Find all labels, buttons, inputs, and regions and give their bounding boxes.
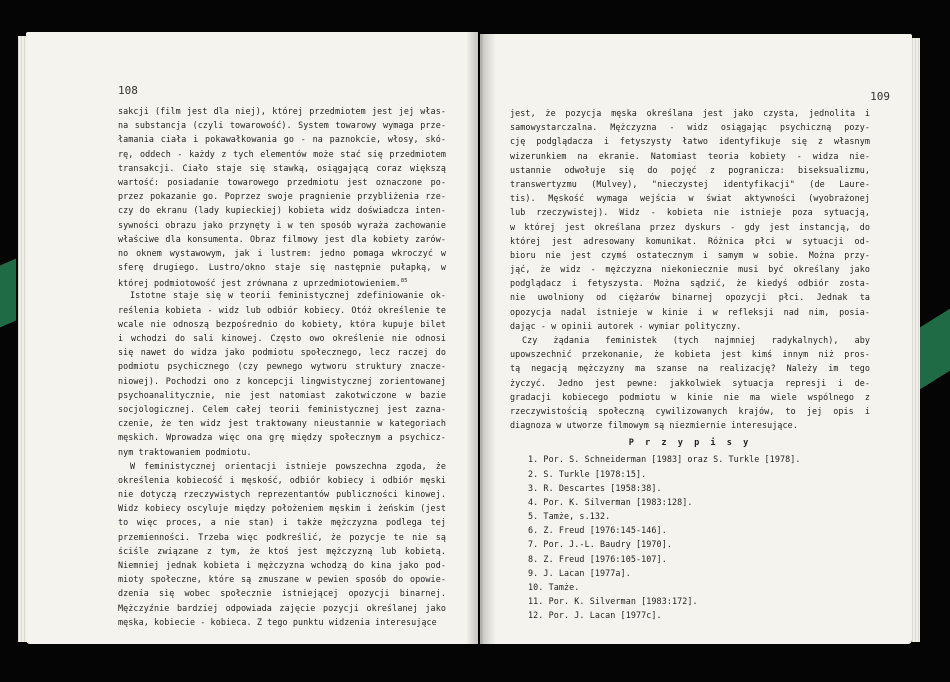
text-line-content: wartość: posiadanie towarowego przedmiotu jest oznaczone po-	[118, 176, 446, 187]
text-line	[118, 288, 446, 302]
footnote-item: 10. Tamże.	[528, 582, 580, 592]
text-line-content: Widz kobiecy oscyluje między położeniem męskim i żeńskim (jest	[118, 503, 446, 514]
text-line-content: tis). Męskość wymaga wejścia w świat aktywności (wyobrażonej	[510, 193, 870, 204]
right-page-body	[510, 106, 870, 623]
text-line-content: przemienności. Trzeba więc podkreślić, że pozycje te nie są	[118, 531, 446, 542]
text-line-content: Istotne staje się w teorii feministycznej zdefiniowanie ok-	[130, 290, 446, 301]
open-book	[26, 22, 920, 662]
text-line-content: w której jest określana przez dyskurs - gdy jest instancją, do	[510, 221, 870, 232]
right-page-paragraphs	[510, 106, 870, 432]
text-line	[118, 274, 446, 288]
text-line	[510, 347, 870, 361]
text-line-content: Niemniej jednak kobieta i mężczyzna wchodzą do kina jako pod-	[118, 560, 446, 570]
text-line-content: cję podglądacza i fetyszysty łatwo identyfikuje się z własnym	[510, 136, 870, 147]
text-line	[118, 203, 446, 217]
text-line-content: lub rzeczywistej). Widz - kobieta nie istnieje poza sytuacją,	[510, 207, 870, 218]
text-line	[510, 234, 870, 248]
text-line-content: sywności obrazu jako przynęty i w ten sposób wyraża zachowanie	[118, 219, 446, 230]
text-line-content: właściwe dla konsumenta. Obraz filmowy jest dla kobiety zarów-	[118, 233, 446, 244]
text-line	[118, 544, 446, 558]
text-line-content: podmiotu psychicznego (czy pewnego wytworu struktury znacze-	[118, 361, 446, 372]
footnotes-heading: P r z y p i s y	[628, 438, 752, 449]
text-line-content: tą negacją mężczyzny ma szanse na realizację? Należy im tego	[510, 363, 870, 374]
footnote-item: 12. Por. J. Lacan [1977c].	[528, 610, 662, 621]
text-line	[118, 246, 446, 260]
text-line-content: rę, oddech - każdy z tych elementów może stać się przedmiotem	[118, 148, 446, 159]
text-line	[510, 163, 870, 177]
text-line-content: której jest adresowany komunikat. Różnica płci w sytuacji od-	[510, 235, 870, 246]
text-line	[510, 120, 870, 134]
footnotes-list	[510, 452, 870, 622]
text-line	[510, 361, 870, 375]
text-line-content: nie dotyczą rzeczywistych reprezentantów publiczności kinowej.	[118, 489, 446, 500]
text-line-content: jąć, że widz - mężczyzna niekoniecznie musi być określany jako	[510, 264, 870, 275]
text-line	[118, 218, 446, 232]
text-line-content: mioty społeczne, które są zmuszane w pewien sposób do opowie-	[118, 574, 446, 585]
text-line	[510, 390, 870, 404]
text-line-content: gradacji kobiecego podmiotu w kinie nie ma wiele wspólnego z	[510, 391, 870, 402]
text-line-content: reślenia kobieta - widz lub odbiór kobiecy. Otóż określenie te	[118, 304, 446, 315]
text-line	[118, 416, 446, 430]
text-line	[118, 459, 446, 473]
text-line	[118, 487, 446, 501]
footnote-item: 9. J. Lacan [1977a].	[528, 567, 631, 578]
footnote-item: 11. Por. K. Silverman [1983:172].	[528, 596, 698, 607]
page-number-right: 109	[870, 90, 890, 103]
text-line-content: wizerunkiem na ekranie. Natomiast teoria kobiety - widza nie-	[510, 150, 870, 161]
footnote-marker: 85	[400, 278, 408, 285]
text-line	[510, 418, 870, 432]
text-line-content: diagnoza w utworze filmowym są niezmiernie interesujące.	[510, 420, 798, 431]
text-line	[118, 359, 446, 373]
text-line	[510, 319, 870, 333]
text-line	[510, 177, 870, 191]
footnote-item: 3. R. Descartes [1958:38].	[528, 482, 662, 493]
text-line-content: niowej). Pochodzi ono z koncepcji lingwistycznej zorientowanej	[118, 375, 446, 386]
text-line-content: przez pokazanie go. Poprzez swoje pragnienie przybliżenia rze-	[118, 191, 446, 202]
text-line	[510, 106, 870, 120]
footnote-item: 5. Tamże, s.132.	[528, 511, 611, 522]
text-line-content: transakcji. Ciało staje się stawką, osiągającą coraz większą	[118, 162, 446, 173]
text-line	[118, 615, 446, 629]
footnote-item: 1. Por. S. Schneiderman [1983] oraz S. Turkle [1978].	[528, 454, 801, 465]
footnote-item: 4. Por. K. Silverman [1983:128].	[528, 496, 693, 507]
footnote-item: 6. Z. Freud [1976:145-146].	[528, 525, 667, 536]
text-line-content: nym traktowaniem podmiotu.	[118, 446, 252, 457]
text-line	[118, 445, 446, 459]
green-stripe-right	[920, 309, 950, 390]
text-line	[510, 149, 870, 163]
left-page	[26, 32, 478, 644]
text-line	[118, 473, 446, 487]
text-line-content: Czy żądania feministek (tych najmniej radykalnych), aby	[522, 335, 870, 345]
text-line	[510, 376, 870, 390]
text-line-content: sakcji (film jest dla niej), której przedmiotem jest jej włas-	[118, 106, 446, 116]
text-line-content: wcale nie odnoszą bezpośrednio do kobiety, która kupuje bilet	[118, 318, 446, 329]
text-line	[118, 501, 446, 515]
right-page	[480, 34, 912, 644]
text-line	[118, 388, 446, 402]
text-line-content: się nawet do widza jako podmiotu społecznego, lecz raczej do	[118, 347, 446, 358]
footnote-item: 7. Por. J.-L. Baudry [1970].	[528, 539, 672, 550]
text-line	[118, 558, 446, 572]
text-line	[118, 175, 446, 189]
text-line	[118, 430, 446, 444]
left-page-body	[118, 104, 446, 629]
text-line-content: jest, że pozycja męska określana jest jako czysta, jednolita i	[510, 108, 870, 118]
text-line	[118, 132, 446, 146]
text-line	[510, 220, 870, 234]
text-line	[510, 276, 870, 290]
text-line-content: upowszechnić przekonanie, że kobieta jest kimś innym niż pros-	[510, 349, 870, 360]
text-line-content: dając - w opinii autorek - wymiar polityczny.	[510, 320, 742, 331]
text-line	[118, 147, 446, 161]
text-line-content: socjologicznej. Celem całej teorii feministycznej jest zazna-	[118, 403, 446, 414]
text-line	[510, 191, 870, 205]
text-line-content: życzyć. Jedno jest pewne: jakkolwiek sytuacja represji i de-	[510, 377, 870, 388]
text-line	[510, 205, 870, 219]
text-line-content: łamania ciała i pokawałkowania go - na paznokcie, włosy, skó-	[118, 134, 446, 145]
text-line	[118, 374, 446, 388]
green-stripe-left	[0, 258, 16, 327]
text-line-content: sferę drugiego. Lustro/okno staje się następnie pułapką, w	[118, 262, 446, 273]
text-line	[118, 232, 446, 246]
text-line-content: bioru nie jest czymś ostatecznym i samym w sobie. Można przy-	[510, 249, 870, 260]
text-line-content: czy do ekranu (lady kupieckiej) kobieta widz doświadcza inten-	[118, 205, 446, 216]
page-number-left: 108	[118, 84, 138, 97]
book-gutter	[466, 32, 496, 644]
text-line	[118, 104, 446, 118]
text-line	[118, 317, 446, 331]
text-line-content: dzenia się wobec społecznie istniejącej opozycji binarnej.	[118, 588, 446, 599]
text-line	[118, 402, 446, 416]
text-line	[510, 134, 870, 148]
text-line	[510, 333, 870, 347]
text-line-content: transwertyzmu (Mulvey), "nieczystej identyfikacji" (de Laure-	[510, 178, 870, 189]
text-line-content: W feministycznej orientacji istnieje powszechna zgoda, że	[130, 460, 446, 471]
text-line	[118, 331, 446, 345]
text-line	[118, 586, 446, 600]
text-line-content: rzeczywistością społeczną cywilizowanych krajów, to jej opis i	[510, 405, 870, 416]
text-line	[510, 290, 870, 304]
text-line-content: określenia kobiecość i męskość, odbiór kobiecy i odbiór męski	[118, 474, 446, 485]
text-line	[118, 530, 446, 544]
text-line	[118, 189, 446, 203]
text-line-content: nie uwolniony od ciężarów binarnej opozycji płci. Jednak ta	[510, 292, 870, 303]
text-line	[118, 345, 446, 359]
text-line	[510, 262, 870, 276]
text-line	[510, 305, 870, 319]
footnote-item: 8. Z. Freud [1976:105-107].	[528, 553, 667, 564]
text-line-content: podglądacz i fetyszysta. Można sądzić, że kiedyś odbiór zosta-	[510, 278, 870, 289]
text-line	[118, 260, 446, 274]
text-line-content: ściśle związane z tym, że ktoś jest mężczyzną lub kobietą.	[118, 545, 446, 556]
text-line-content: Mężczyźnie bardziej odpowiada zajęcie pozycji określanej jako	[118, 602, 446, 613]
text-line-content: męskich. Wprowadza więc ona grę między społecznym a psychicz-	[118, 432, 446, 443]
text-line-content: psychoanalitycznie, nie jest natomiast zakotwiczone w bazie	[118, 389, 446, 400]
text-line	[118, 303, 446, 317]
text-line	[118, 515, 446, 529]
text-line	[118, 118, 446, 132]
text-line-content: i wchodzi do sali kinowej. Często owo określenie nie odnosi	[118, 333, 446, 343]
text-line-content: czenie, że ten widz jest traktowany nieustannie w kategoriach	[118, 418, 446, 429]
text-line	[118, 572, 446, 586]
text-line-content: ustannie odwołuje się do pojęć z pogranicza: biseksualizmu,	[510, 164, 870, 175]
text-line-content: no oknem wystawowym, jak i lustrem: jedno pomaga wkroczyć w	[118, 247, 446, 258]
text-line	[510, 248, 870, 262]
text-line-content: której podmiotowość jest zrównana z uprzedmiotowieniem.	[118, 278, 401, 289]
text-line	[118, 161, 446, 175]
text-line	[510, 404, 870, 418]
text-line-content: to więc proces, a nie stan) i także mężczyzna podlega tej	[118, 517, 446, 528]
text-line-content: opozycja nadal istnieje w kinie i w refleksji nad nim, posia-	[510, 306, 870, 317]
footnote-item: 2. S. Turkle [1978:15].	[528, 468, 647, 479]
page-edges-right	[912, 38, 920, 642]
text-line	[118, 601, 446, 615]
text-line-content: samowystarczalna. Mężczyzna - widz osiągając psychiczną pozy-	[510, 122, 870, 133]
text-line-content: na substancja (czyli towarowość). System towarowy wymaga prze-	[118, 120, 446, 131]
text-line-content: męska, kobiecie - kobieca. Z tego punktu widzenia interesujące	[118, 616, 437, 627]
